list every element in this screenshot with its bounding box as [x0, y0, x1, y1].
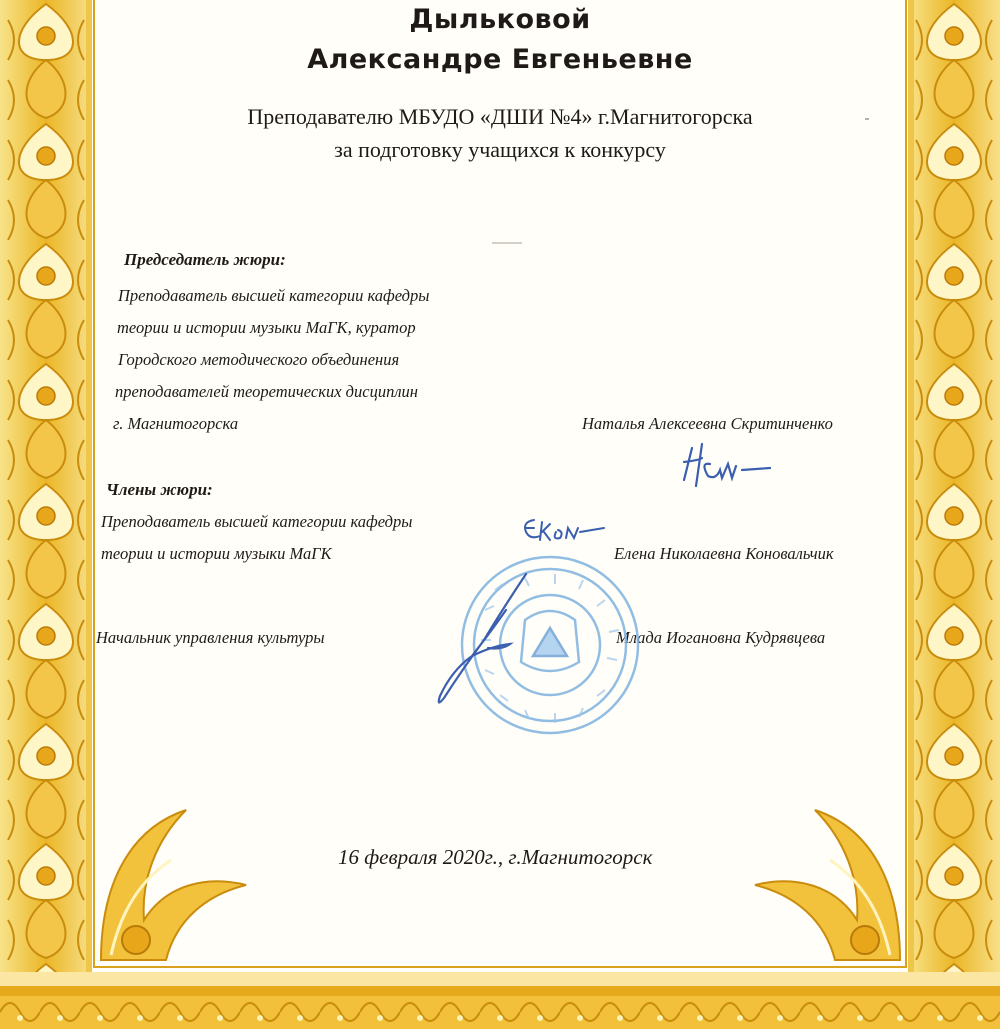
corner-ornament-right: [735, 790, 905, 965]
ornamental-border-bottom: [0, 972, 1000, 1029]
chair-signature: [670, 440, 780, 490]
chair-position-line: преподавателей теоретических дисциплин: [115, 382, 418, 401]
chair-position-line: г. Магнитогорска: [113, 414, 239, 433]
chair-position-line: Преподаватель высшей категории кафедры: [118, 286, 430, 305]
recipient-name: Александре Евгеньевне: [307, 44, 693, 75]
date-place: 16 февраля 2020г., г.Магнитогорск: [338, 845, 653, 869]
paper-speck: [865, 118, 869, 120]
member2-signature: [432, 570, 542, 710]
member1-position-line: Преподаватель высшей категории кафедры: [101, 512, 413, 531]
member1-position-line: теории и истории музыки МаГК: [101, 544, 332, 563]
member2-name: Млада Иогановна Кудрявцева: [616, 628, 826, 647]
corner-ornament-left: [96, 790, 266, 965]
paper-speck: [492, 242, 522, 244]
chair-position-line: Городского методического объединения: [118, 350, 400, 369]
chair-name: Наталья Алексеевна Скритинченко: [582, 414, 833, 433]
award-reason: за подготовку учащихся к конкурсу: [334, 137, 666, 162]
member1-name: Елена Николаевна Коновальчик: [614, 544, 834, 563]
members-heading: Члены жюри:: [106, 480, 213, 499]
member2-position: Начальник управления культуры: [96, 628, 325, 647]
inner-frame-line-bottom: [93, 966, 907, 968]
chair-heading: Председатель жюри:: [124, 250, 286, 269]
recipient-role: Преподавателю МБУДО «ДШИ №4» г.Магнитогорска: [247, 104, 753, 129]
chair-position-line: теории и истории музыки МаГК, куратор: [117, 318, 416, 337]
member1-signature: [520, 510, 610, 550]
recipient-surname: Дыльковой: [409, 4, 591, 35]
